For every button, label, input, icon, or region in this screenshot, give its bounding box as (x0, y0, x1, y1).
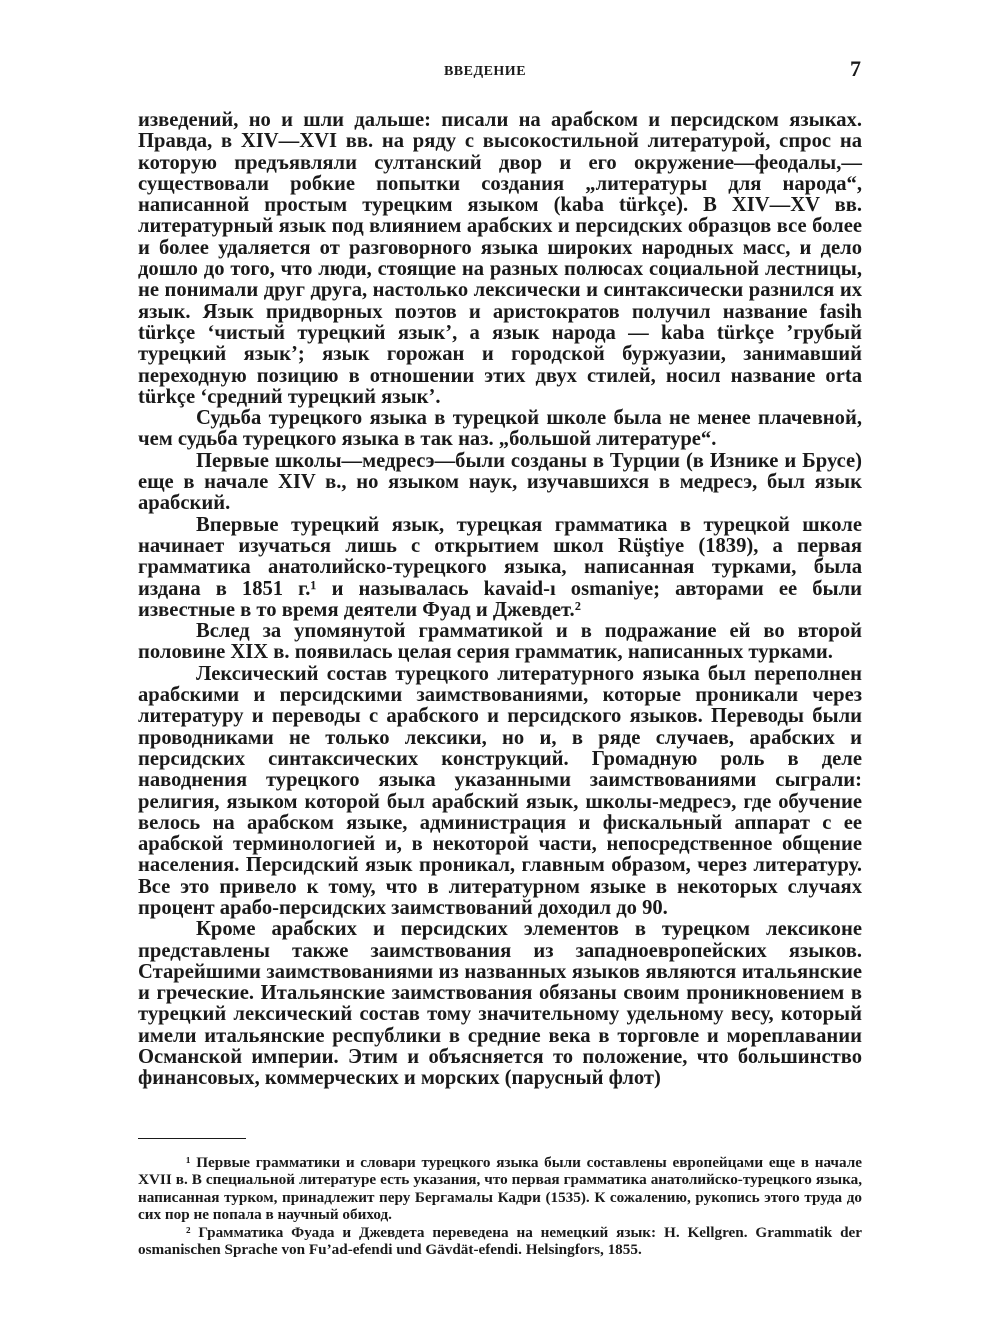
paragraph-6: Лексический состав турецкого литературного языка был переполнен арабскими и персидскими заимствованиями, которые проникали через литературу и переводы с арабского и персидского языков. Переводы были проводниками не только лексики, но и, в ряде случаев, арабских и персидских синтаксических конструкций. Громадную роль в деле наводнения турецкого языка указанными заимствованиями сыграли: религия, языком которой был арабский язык, школы-медресэ, где обучение велось на арабском языке, администрация и фискальный аппарат с ее арабской терминологией и, в некоторой части, непосредственное общение населения. Персидский язык проникал, главным образом, через литературу. Все это привело к тому, что в литературном языке в некоторых случаях процент арабо-персидских заимствований доходил до 90. (138, 662, 862, 919)
paragraph-1: изведений, но и шли дальше: писали на арабском и персидском языках. Правда, в XIV—XVI вв. на ряду с высокостильной литературой, спрос на которую предъявляли султанский двор и его окружение—феодалы,—существовали робкие попытки создания „литературы для народа“, написанной простым турецким языком (kaba türkçe). В XIV—XV вв. литературный язык под влиянием арабских и персидских образцов все более и более удаляется от разговорного языка широких народных масс, и дело дошло до того, что люди, стоящие на разных полюсах социальной лестницы, не понимали друг друга, настолько лексически и синтаксически разнился их язык. Язык придворных поэтов и аристократов получил название fasih türkçe ‘чистый турецкий язык’, а язык народа — kaba türkçe ’грубый турецкий язык’; язык горожан и городской буржуазии, занимавший переходную позицию в отношении этих двух стилей, носил название orta türkçe ‘средний турецкий язык’. (138, 109, 862, 408)
body-text (138, 110, 862, 1090)
footnote-2: ² Грамматика Фуада и Джевдета переведена на немецкий язык: H. Kellgren. Grammatik der osmanischen Sprache von Fu’ad-efendi und Gävdät-efendi. Helsingfors, 1855. (138, 1223, 862, 1259)
footnote-1: ¹ Первые грамматики и словари турецкого языка были составлены европейцами еще в начале XVII в. В специальной литературе есть указания, что первая грамматика анатолийско-турецкого языка, написанная турком, принадлежит перу Бергамалы Кадри (1535). К сожалению, рукопись этого труда до сих пор не попала в научный обиход. (138, 1154, 862, 1224)
paragraph-2: Судьба турецкого языка в турецкой школе была не менее плачевной, чем судьба турецкого языка в так наз. „большой литературе“. (138, 407, 862, 451)
paragraph-4: Впервые турецкий язык, турецкая грамматика в турецкой школе начинает изучаться лишь с открытием школ Rüştiye (1839), а первая грамматика анатолийско-турецкого языка, написанная турками, была издана в 1851 г.¹ и называлась kavaid-ı osmaniye; авторами ее были известные в то время деятели Фуад и Джевдет.² (138, 513, 862, 621)
footnote-separator (138, 1138, 246, 1139)
page-number: 7 (850, 56, 861, 81)
footnotes (138, 1154, 862, 1258)
paragraph-7: Кроме арабских и персидских элементов в турецком лексиконе представлены также заимствования из западноевропейских языков. Старейшими заимствованиями из названных языков являются итальянские и греческие. Итальянские заимствования обязаны своим проникновением в турецкий лексический состав тому значительному удельному весу, который имели итальянские республики в средние века в торговле и мореплавании Османской империи. Этим и объясняется то положение, что большинство финансовых, коммерческих и морских (парусный флот) (138, 918, 862, 1090)
paragraph-5: Вслед за упомянутой грамматикой и в подражание ей во второй половине XIX в. появилась целая серия грамматик, написанных турками. (138, 620, 862, 664)
running-title: ВВЕДЕНИЕ (443, 64, 527, 79)
paragraph-3: Первые школы—медресэ—были созданы в Турции (в Изнике и Брусе) еще в начале XIV в., но языком наук, изучавшихся в медресэ, был язык арабский. (138, 449, 862, 515)
